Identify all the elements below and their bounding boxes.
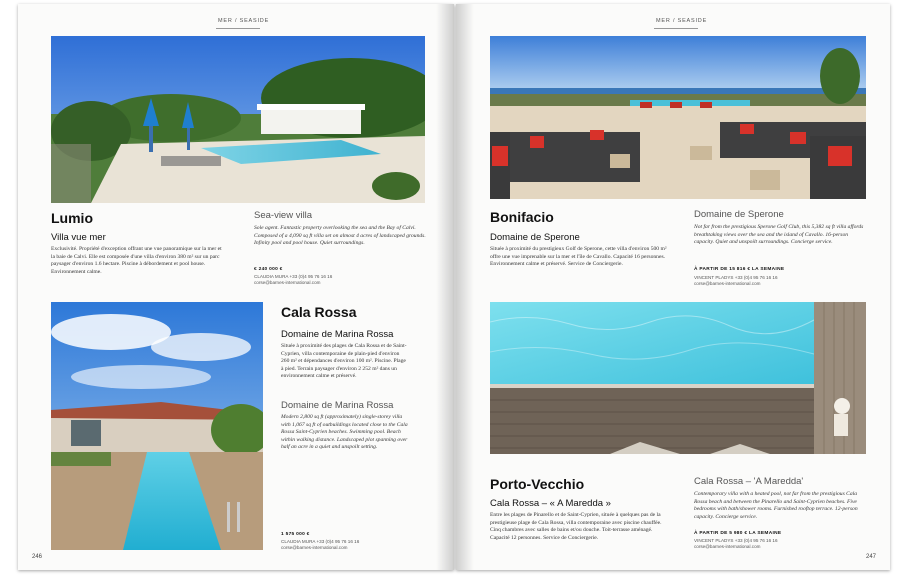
- listing-subtitle-fr: Domaine de Sperone: [490, 232, 580, 243]
- page-number: 246: [32, 554, 43, 560]
- page-number: 247: [865, 554, 876, 560]
- listing-description-en: Contemporary villa with a heated pool, not far from the prestigious Cala Rossa beach and between the Pinarello and Saint-Cyprien beaches. Five bedrooms with bath/shower rooms. Furnished rooftop terrace. 12-person capacity. Concierge service.: [694, 491, 858, 520]
- listing-description-fr: Entre les plages de Pinarello et de Saint-Cyprien, située à quelques pas de la prestigieuse plage de Cala Rossa, villa contemporaine avec piscine chauffée. Cinq chambres avec salles de bains et/ou douche. Toit-terrasse aménagé. Capacité 12 personnes. Service de Conciergerie.: [490, 512, 662, 541]
- contact-agent: CLAUDIA MURA +33 (0)4 95 76 16 16: [281, 539, 360, 544]
- listing-contact: [281, 539, 359, 551]
- lumio-photo: [51, 36, 425, 203]
- contact-agent: VINCENT PLADYS +33 (0)4 95 76 16 16: [694, 538, 778, 543]
- contact-agent: VINCENT PLADYS +33 (0)4 95 76 16 16: [694, 275, 778, 280]
- listing-subtitle-fr: Cala Rossa – « A Maredda »: [490, 498, 611, 509]
- right-page: [456, 4, 890, 570]
- contact-email: corse@barnes-international.com: [281, 544, 348, 550]
- gutter-shadow: [456, 4, 474, 570]
- listing-price: À PARTIR DE 15 816 € LA SEMAINE: [694, 267, 785, 272]
- listing-title-cala-rossa: Cala Rossa: [281, 304, 357, 320]
- porto-vecchio-photo: [490, 302, 866, 454]
- listing-description-en: Not far from the prestigious Sperone Golf Club, this 5,382 sq ft villa affords breathtaking views over the sea and the island of Cavallo. 16-person capacity. Quiet and unspoilt surroundings. Concierge service.: [694, 224, 864, 246]
- contact-email: corse@barnes-international.com: [694, 280, 761, 286]
- listing-price: € 240 000 €: [254, 267, 283, 272]
- running-head-rule: [654, 28, 698, 29]
- listing-description-fr: Située à proximité du prestigieux Golf de Sperone, cette villa d'environ 500 m² offre une vue imprenable sur la mer et l'île de Cavallo. Capacité 16 personnes. Environnement calme et préservé. Service de Conciergerie.: [490, 246, 667, 268]
- contact-email: corse@barnes-international.com: [254, 279, 321, 285]
- listing-description-en: Sole agent. Fantastic property overlooking the sea and the Bay of Calvi. Composed of a 4,090 sq ft villa set on almost 4 acres of landscaped grounds. Infinity pool and pool house. Quiet surroundings.: [254, 225, 426, 247]
- listing-subtitle-en: Domaine de Marina Rossa: [281, 400, 394, 411]
- listing-description-en: Modern 2,800 sq ft (approximately) single-storey villa with 1,067 sq ft of outbuildings located close to the Cala Rossa Saint-Cyprien beaches. Swimming pool. Beach within walking distance. Landscaped plot spanning over half an acre in a quiet and unspoilt setting.: [281, 414, 408, 451]
- left-page: [18, 4, 454, 570]
- bonifacio-photo: [490, 36, 866, 199]
- listing-subtitle-en: Sea-view villa: [254, 210, 313, 221]
- listing-title-lumio: Lumio: [51, 210, 93, 226]
- listing-description-fr: Exclusivité. Propriété d'exception offrant une vue panoramique sur la mer et la baie de Calvi. Elle est composée d'une villa d'environ 380 m² sur un parc paysager d'environ 1.6 hectare. Piscine à débordement et pool house. Environnement calme.: [51, 246, 222, 275]
- listing-contact: [254, 274, 332, 286]
- listing-price: À PARTIR DE 5 980 € LA SEMAINE: [694, 531, 782, 536]
- contact-agent: CLAUDIA MURA +33 (0)4 95 76 16 16: [254, 274, 333, 279]
- listing-title-bonifacio: Bonifacio: [490, 209, 554, 225]
- listing-subtitle-fr: Domaine de Marina Rossa: [281, 329, 394, 340]
- listing-title-porto-vecchio: Porto-Vecchio: [490, 476, 585, 492]
- listing-contact: [694, 275, 778, 287]
- listing-subtitle-en: Cala Rossa – 'A Maredda': [694, 476, 804, 487]
- listing-contact: [694, 538, 778, 550]
- contact-email: corse@barnes-international.com: [694, 543, 761, 549]
- running-head-rule: [216, 28, 260, 29]
- listing-subtitle-fr: Villa vue mer: [51, 232, 106, 243]
- listing-price: 1 575 000 €: [281, 532, 310, 537]
- running-head: MER / SEASIDE: [656, 18, 708, 24]
- listing-subtitle-en: Domaine de Sperone: [694, 209, 784, 220]
- running-head: MER / SEASIDE: [218, 18, 270, 24]
- cala-rossa-photo: [51, 302, 263, 550]
- gutter-shadow: [436, 4, 454, 570]
- listing-description-fr: Située à proximité des plages de Cala Rossa et de Saint-Cyprien, villa contemporaine de plain-pied d'environ 260 m² et dépendances d'environ 100 m². Piscine. Plage à pied. Terrain paysager d'environ 2 252 m² dans un environnement calme et préservé.: [281, 343, 407, 380]
